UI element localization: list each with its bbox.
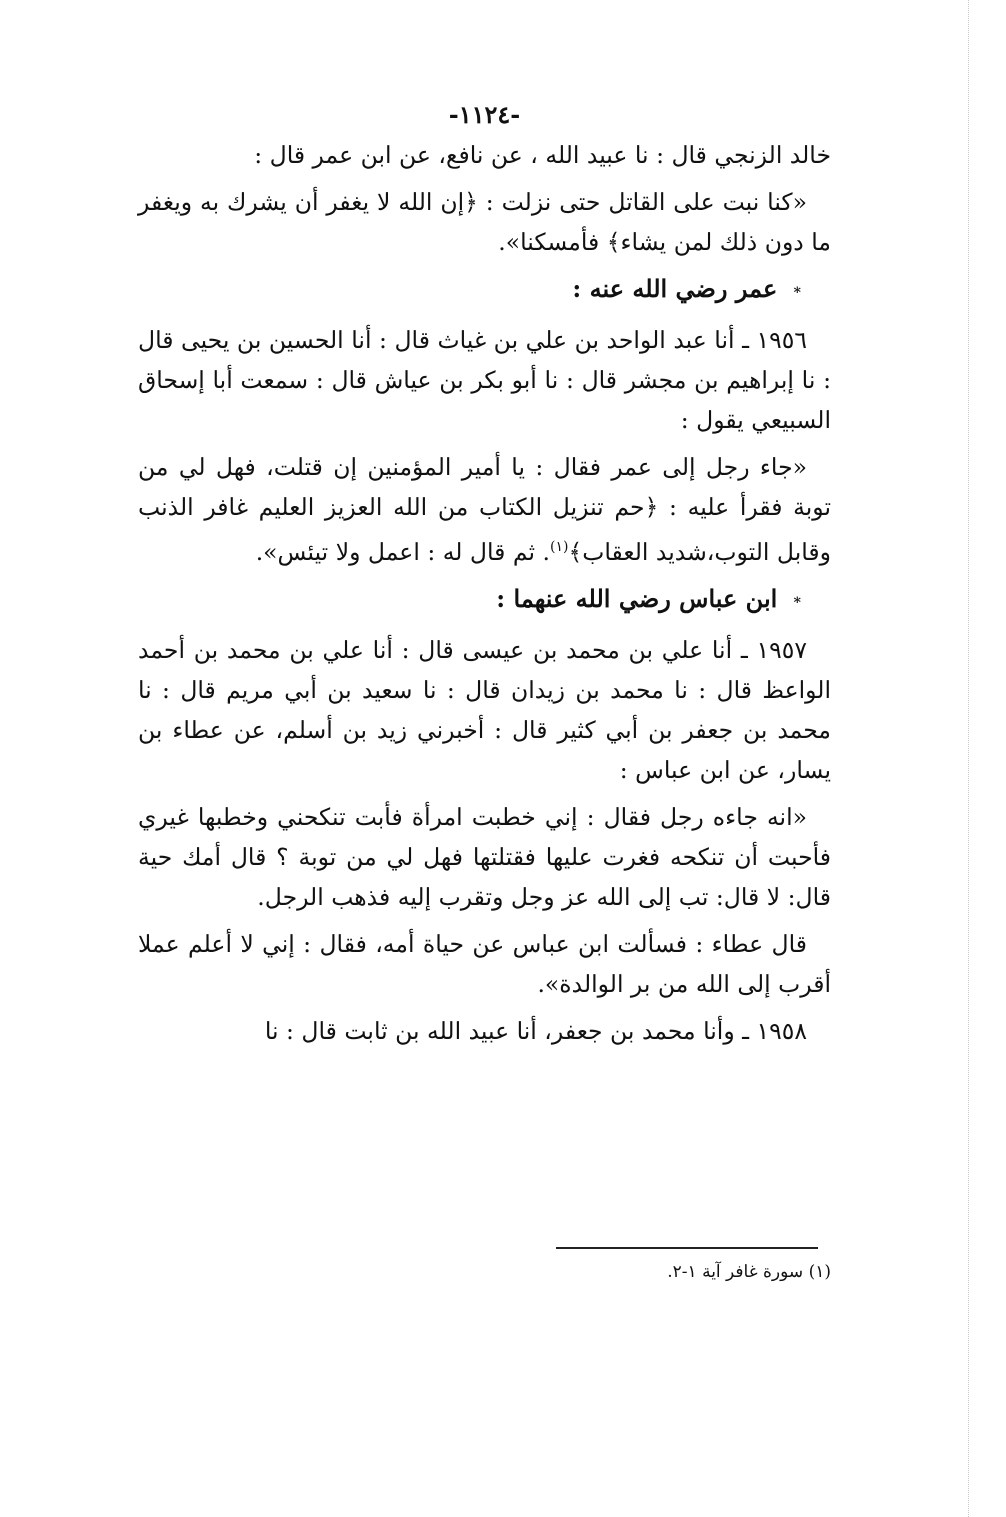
- bullet-icon: *: [793, 285, 801, 301]
- hadith-1957-text: «انه جاءه رجل فقال : إني خطبت امرأة فأبت تنكحني وخطبها غيري فأحبت أن تنكحه فغرت عليها فقتلتها فهل لي من توبة ؟ قال أمك حية قال: لا قال: تب إلى الله عز وجل وتقرب إليه فذهب الرجل.: [138, 802, 831, 911]
- scan-edge-line: [968, 0, 969, 1517]
- paragraph-quote-1: «كنا نبت على القاتل حتى نزلت : ﴿إن الله لا يغفر أن يشرك به ويغفر ما دون ذلك لمن يشاء﴾ فأمسكنا».: [138, 188, 831, 256]
- hadith-1957-ata: قال عطاء : فسألت ابن عباس عن حياة أمه، فقال : إني لا أعلم عملا أقرب إلى الله من بر الوالدة».: [138, 929, 831, 998]
- section-heading-ibn-abbas-text: ابن عباس رضي الله عنهما :: [496, 583, 778, 613]
- section-heading-omar-text: عمر رضي الله عنه :: [572, 274, 778, 303]
- main-text: [138, 95, 831, 1058]
- footnote: (١) سورة غافر آية ١-٢.: [667, 1262, 831, 1282]
- bullet-icon: *: [793, 594, 801, 611]
- footnote-divider: [556, 1247, 818, 1249]
- footnote-marker: (١): [550, 539, 569, 555]
- paragraph-continuation: خالد الزنجي قال : نا عبيد الله ، عن نافع، عن ابن عمر قال :: [254, 141, 831, 169]
- page-number: -١١٢٤-: [448, 100, 521, 129]
- hadith-1957-isnad: ١٩٥٧ ـ أنا علي بن محمد بن عيسى قال : أنا علي بن محمد بن أحمد الواعظ قال : نا محمد بن زيدان قال : نا سعيد بن أبي مريم قال : نا محمد بن جعفر بن أبي كثير قال : أخبرني زيد بن أسلم، عن عطاء بن يسار، عن ابن عباس :: [138, 635, 831, 784]
- hadith-1956-text-main: «جاء رجل إلى عمر فقال : يا أمير المؤمنين إن قتلت، فهل لي من توبة فقرأ عليه : ﴿حم تنزيل الكتاب من الله العزيز العليم غافر الذنب وقابل التوب،شديد العقاب﴾: [138, 453, 831, 566]
- section-heading-omar: [138, 269, 831, 313]
- hadith-1956-isnad: ١٩٥٦ ـ أنا عبد الواحد بن علي بن غياث قال : أنا الحسين بن يحيى قال : نا إبراهيم بن مجشر قال : نا أبو بكر بن عياش قال : سمعت أبا إسحاق السبيعي يقول :: [138, 326, 831, 434]
- hadith-1956-text-end: . ثم قال له : اعمل ولا تيئس».: [255, 537, 550, 566]
- hadith-1958-start: ١٩٥٨ ـ وأنا محمد بن جعفر، أنا عبيد الله بن ثابت قال : نا: [264, 1016, 807, 1045]
- section-heading-ibn-abbas: [138, 579, 831, 623]
- hadith-1956-text: [138, 447, 831, 572]
